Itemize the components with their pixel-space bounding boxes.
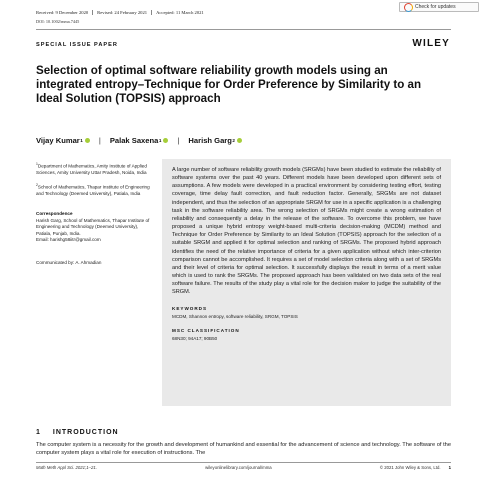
abstract-box <box>162 159 451 406</box>
correspondence-email[interactable]: Email: harishg58iitr@gmail.com <box>36 237 101 242</box>
correspondence <box>36 211 154 244</box>
check-for-updates-label: Check for updates <box>415 4 456 10</box>
author-1[interactable] <box>36 136 90 145</box>
section-heading-introduction <box>36 429 119 436</box>
affiliation-text: School of Mathematics, Thapar Institute of Engineering and Technology (Deemed University), Patiala, India <box>36 184 150 197</box>
introduction-text: The computer system is a necessity for the growth and development of humankind and essential for the advancement of science and technology. The software of the computer system plays a vital role for execution of instructions. The <box>36 442 451 456</box>
correspondence-text: Harish Garg, School of Mathematics, Thapar Institute of Engineering and Technology (Deemed University), Patiala, Punjab, India. <box>36 217 150 236</box>
affiliation-1 <box>36 161 154 177</box>
msc-heading: MSC CLASSIFICATION <box>172 327 240 333</box>
communicated-by: Communicated by: A. Ahmadian <box>36 260 102 265</box>
keywords: MCDM, Shannon entropy, software reliability, SRGM, TOPSIS <box>172 313 298 319</box>
affiliation-2 <box>36 182 154 198</box>
doi[interactable]: DOI: 10.1002/mma.7445 <box>36 19 80 24</box>
journal-url[interactable]: wileyonlinelibrary.com/journal/mma <box>205 465 272 470</box>
affiliation-sup: 2 <box>36 183 38 187</box>
keywords-heading: KEYWORDS <box>172 305 208 311</box>
crossmark-icon <box>404 3 412 11</box>
correspondence-heading: Correspondence <box>36 211 73 216</box>
affiliation-text: Department of Mathematics, Amity Institute of Applied Sciences, Amity University Uttar Pradesh, Noida, India <box>36 163 147 176</box>
abstract-text: A large number of software reliability growth models (SRGMs) have been studied to estimate the reliability of software systems over the past 40 years. Different models have been developed upon different sets of assumptions. A few models were developed in a practical environment by considering testing effort, testing coverage, time delay fault correction, and fault reduction factor. Generally, SRGMs are not dataset independent, and thus the selection of an appropriate SRGM for use in a specific application is a challenging task in the software reliability area. The wrong selection of SRGMs might create a wrong estimation of reliability and consequently a delay in the release of the software. To overcome this problem, we have proposed a unique hybrid entropy weight-based multi-criteria decision-making (MCDM) method and Technique for Order Preference by Similarity to an Ideal Solution (TOPSIS) approach for the selection of a suitable SRGM and applied it for optimal selection and ranking of SRGMs. The proposed hybrid approach identifies the need of the relative importance of criteria for a given application without which inter-criterion comparison cannot be accomplished. It requires a set of model selection criteria along with a set of SRGMs and their level of criteria for optimal selection. It successfully displays the result in terms of a merit value which is used to rank the SRGMs. The proposed approach has been validated on two data sets of the real software failure. The results of the study play a vital role for the decision maker to judge the suitability of the SRGM. <box>172 167 441 296</box>
author-affiliation-sup: 2 <box>232 138 235 143</box>
author-name: Vijay Kumar <box>36 136 80 145</box>
section-title: INTRODUCTION <box>52 429 119 436</box>
received-date: Received: 9 December 2020 <box>36 10 93 15</box>
author-3[interactable] <box>188 136 242 145</box>
section-label: SPECIAL ISSUE PAPER <box>36 42 118 48</box>
author-separator: | <box>177 136 180 145</box>
page-number: 1 <box>448 465 451 470</box>
affiliation-sup: 1 <box>36 162 38 166</box>
copyright: © 2021 John Wiley & Sons, Ltd. <box>379 465 441 470</box>
page-footer <box>36 465 451 470</box>
author-name: Palak Saxena <box>109 136 159 145</box>
check-for-updates-button[interactable] <box>399 2 479 12</box>
article-title: Selection of optimal software reliability growth models using an integrated entropy–Technique for Order Preference by Similarity to an Ideal Solution (TOPSIS) approach <box>36 64 422 105</box>
author-name: Harish Garg <box>188 136 232 145</box>
author-list <box>36 136 242 145</box>
msc-codes: 68N30; 94A17; 90B50 <box>172 335 218 341</box>
author-2[interactable] <box>110 136 169 145</box>
orcid-icon[interactable] <box>85 138 90 143</box>
orcid-icon[interactable] <box>163 138 168 143</box>
author-separator: | <box>98 136 101 145</box>
footer-rule <box>36 462 451 463</box>
submission-dates <box>36 10 212 15</box>
accepted-date: Accepted: 11 March 2021 <box>156 10 204 15</box>
orcid-icon[interactable] <box>237 138 242 143</box>
author-affiliation-sup: 1 <box>158 138 162 143</box>
publisher-logo: WILEY <box>412 38 450 49</box>
header-rule <box>36 29 451 30</box>
author-affiliation-sup: 1 <box>80 138 83 143</box>
footer-right <box>380 465 451 470</box>
section-number: 1 <box>36 429 41 436</box>
journal-citation: Math Meth Appl Sci. 2021;1–21. <box>36 465 97 470</box>
revised-date: Revised: 24 February 2021 <box>97 10 152 15</box>
